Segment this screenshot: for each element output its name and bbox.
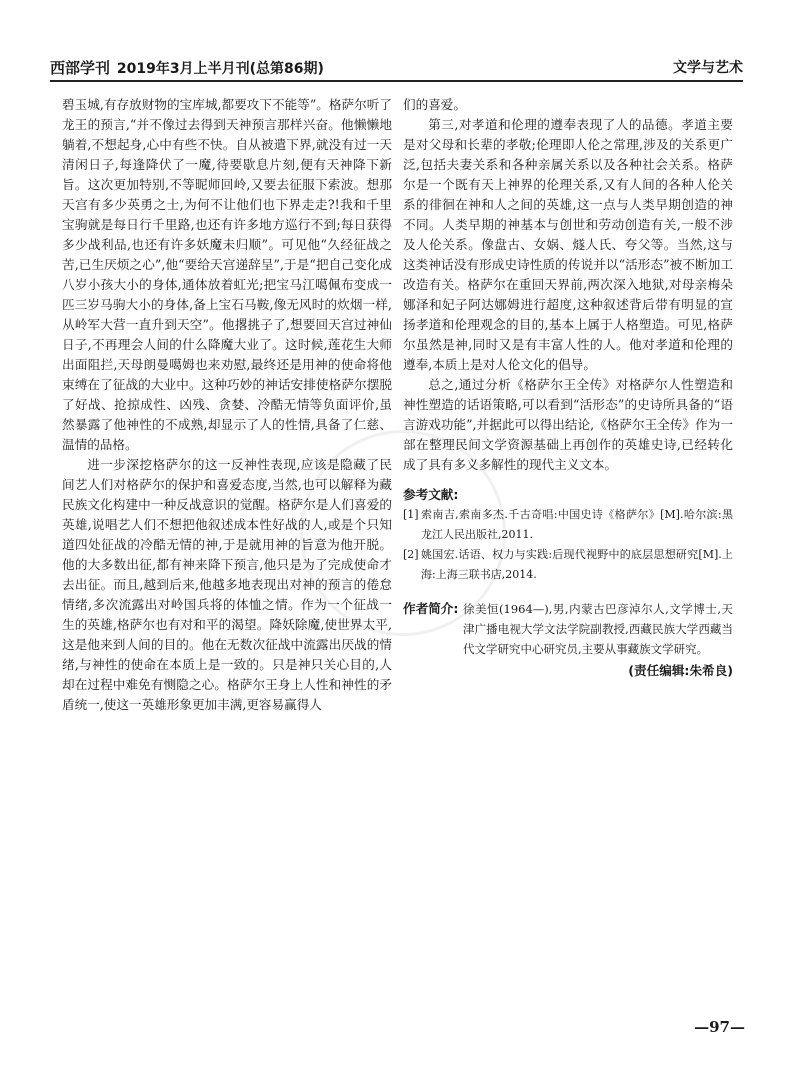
header-rule bbox=[50, 80, 743, 82]
paragraph: 进一步深挖格萨尔的这一反神性表现,应该是隐藏了民间艺人们对格萨尔的保护和喜爱态度,当然,也可以解释为藏民族文化构建中一种反战意识的觉醒。格萨尔是人们喜爱的英雄,说唱艺人们不想把他叙述成本性好战的人,或是个只知道四处征战的冷酷无情的神,于是就用神的旨意为他开脱。他的大多数出征,都有神来降下预言,他只是为了完成使命才去出征。而且,越到后来,他越多地表现出对神的预言的倦怠情绪,多次流露出对岭国兵将的体恤之情。作为一个征战一生的英雄,格萨尔也有对和平的渴望。降妖除魔,使世界太平,这是他来到人间的目的。他在无数次征战中流露出厌战的情绪,与神性的使命在本质上是一致的。只是神只关心目的,人却在过程中难免有恻隐之心。格萨尔王身上人性和神性的矛盾统一,使这一英雄形象更加丰满,更容易赢得人 bbox=[62, 457, 392, 712]
author-bio bbox=[403, 599, 733, 659]
left-column bbox=[62, 95, 392, 715]
right-column bbox=[403, 95, 733, 681]
responsible-editor: (责任编辑:朱希良) bbox=[628, 663, 733, 678]
references-title: 参考文献: bbox=[403, 487, 459, 502]
paragraph: 第三,对孝道和伦理的遵奉表现了人的品德。孝道主要是对父母和长辈的孝敬;伦理即人伦之常理,涉及的关系更广泛,包括夫妻关系和各种亲属关系以及各种社会关系。格萨尔是一个既有天上神界的伦理关系,又有人间的各种人伦关系的徘徊在神和人之间的英雄,这一点与人类早期创造的神不同。人类早期的神基本与创世和劳动创造有关,一般不涉及人伦关系。像盘古、女娲、燧人氏、夸父等。当然,这与这类神话没有形成史诗性质的传说并以“活形态”被不断加工改造有关。格萨尔在重回天界前,两次深入地狱,对母亲梅朵娜泽和妃子阿达娜姆进行超度,这种叙述背后带有明显的宣扬孝道和伦理观念的目的,基本上属于人格塑造。可见,格萨尔虽然是神,同时又是有丰富人性的人。他对孝道和伦理的遵奉,本质上是对人伦文化的倡导。 bbox=[403, 117, 733, 372]
page-header bbox=[50, 55, 743, 77]
reference-index: [1] bbox=[403, 508, 419, 521]
paragraph: 们的喜爱。 bbox=[403, 97, 466, 112]
author-label: 作者简介: bbox=[403, 601, 459, 616]
paragraph: 总之,通过分析《格萨尔王全传》对格萨尔人性塑造和神性塑造的话语策略,可以看到“活形态”的史诗所具备的“语言游戏功能”,并据此可以得出结论,《格萨尔王全传》作为一部在整理民间文学资源基础上再创作的英雄史诗,已经转化成了具有多义多解性的现代主义文本。 bbox=[403, 377, 733, 472]
paragraph: 碧玉城,有存放财物的宝库城,都要攻下不能等”。格萨尔听了龙王的预言,“并不像过去得到天神预言那样兴奋。他懒懒地躺着,不想起身,心中有些不快。自从被遣下界,就没有过一天清闲日子,每逢降伏了一魔,待要歇息片刻,便有天神降下新旨。这次更加特别,不等昵师回岭,又要去征服下索波。想那天宫有多少英勇之士,为何不让他们也下界走走?!我和千里宝驹就是每日行千里路,也还有许多地方巡行不到;每日获得多少战利品,也还有许多妖魔未归顺”。可见他“久经征战之苦,已生厌烦之心”,他“要给天宫递辞呈”,于是“把自己变化成八岁小孩大小的身体,通体放着虹光;把宝马江噶佩布变成一匹三岁马驹大小的身体,备上宝石马鞍,像无风时的炊烟一样,从岭军大营一直升到天空”。他撂挑子了,想要回天宫过神仙日子,不再理会人间的什么降魔大业了。这时候,莲花生大师出面阻拦,天母朗曼噶姆也来劝慰,最终还是用神的使命将他束缚在了征战的大业中。这种巧妙的神话安排使格萨尔摆脱了好战、抢掠成性、凶残、贪婪、冷酷无情等负面评价,虽然暴露了他神性的不成熟,却显示了人的性情,具备了仁慈、温情的品格。 bbox=[62, 97, 392, 452]
author-text: 徐美恒(1964—),男,内蒙古巴彦淖尔人,文学博士,天津广播电视大学文法学院副教授,西藏民族大学西藏当代文学研究中心研究员,主要从事藏族文学研究。 bbox=[463, 602, 733, 656]
reference-text: 姚国宏.话语、权力与实践:后现代视野中的底层思想研究[M].上海:上海三联书店,2014. bbox=[421, 548, 733, 581]
reference-item bbox=[403, 545, 733, 585]
reference-item bbox=[403, 505, 733, 545]
page-number: —97— bbox=[694, 1018, 745, 1036]
journal-info bbox=[50, 57, 324, 78]
reference-text: 索南吉,索南多杰.千古奇唱:中国史诗《格萨尔》[M].哈尔滨:黑龙江人民出版社,2011. bbox=[421, 508, 733, 541]
reference-index: [2] bbox=[403, 548, 419, 561]
section-name: 文学与艺术 bbox=[673, 60, 743, 76]
journal-logo: 西部学刊 bbox=[50, 59, 111, 77]
issue-info: 2019年3月上半月刊(总第86期) bbox=[116, 61, 324, 77]
